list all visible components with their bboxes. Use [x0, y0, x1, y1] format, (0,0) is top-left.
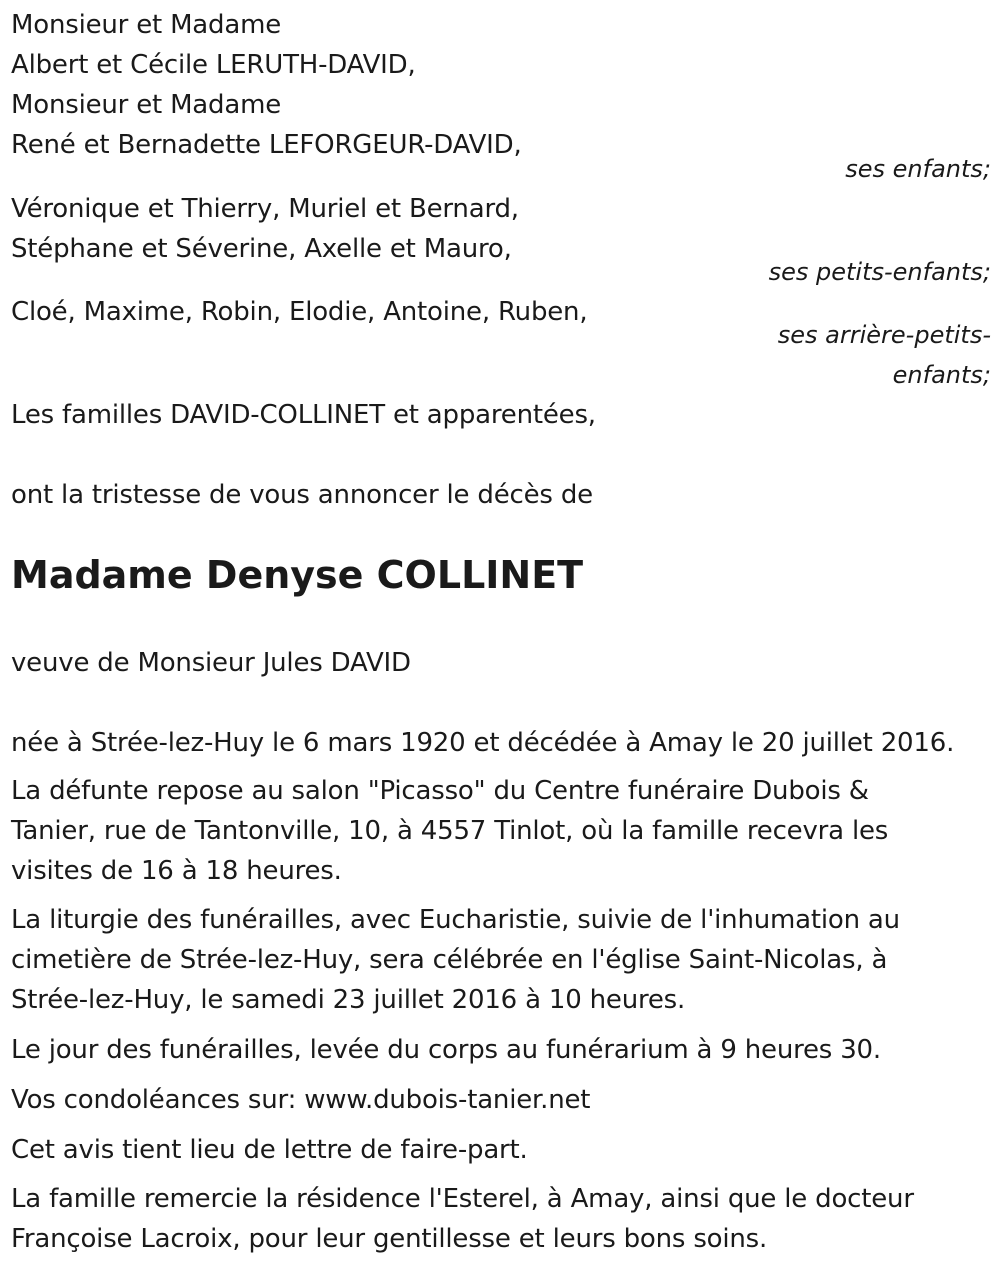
grandchildren-line: Véronique et Thierry, Muriel et Bernard, [11, 194, 519, 224]
relation-children: ses enfants; [845, 155, 991, 183]
viewing-line: visites de 16 à 18 heures. [11, 856, 342, 886]
viewing-line: La défunte repose au salon "Picasso" du Centre funéraire Dubois & [11, 776, 869, 806]
children-line: Monsieur et Madame [11, 90, 281, 120]
great-grandchildren-line: Cloé, Maxime, Robin, Elodie, Antoine, Ruben, [11, 297, 588, 327]
relation-grandchildren: ses petits-enfants; [768, 258, 991, 286]
thanks-line: La famille remercie la résidence l'Esterel, à Amay, ainsi que le docteur [11, 1184, 914, 1214]
children-line: Albert et Cécile LERUTH-DAVID, [11, 50, 416, 80]
faire-part-line: Cet avis tient lieu de lettre de faire-part. [11, 1135, 528, 1165]
viewing-line: Tanier, rue de Tantonville, 10, à 4557 Tinlot, où la famille recevra les [11, 816, 889, 846]
thanks-line: Françoise Lacroix, pour leur gentillesse et leurs bons soins. [11, 1224, 768, 1254]
children-line: René et Bernadette LEFORGEUR-DAVID, [11, 130, 522, 160]
procession-line: Le jour des funérailles, levée du corps au funérarium à 9 heures 30. [11, 1035, 881, 1065]
liturgy-line: Strée-lez-Huy, le samedi 23 juillet 2016 à 10 heures. [11, 985, 686, 1015]
birth-death-line: née à Strée-lez-Huy le 6 mars 1920 et décédée à Amay le 20 juillet 2016. [11, 728, 955, 758]
widow-of-line: veuve de Monsieur Jules DAVID [11, 648, 411, 678]
relation-great-grandchildren: ses arrière-petits- [777, 321, 991, 349]
liturgy-line: cimetière de Strée-lez-Huy, sera célébrée en l'église Saint-Nicolas, à [11, 945, 888, 975]
deceased-name: Madame Denyse COLLINET [11, 553, 584, 597]
condolences-line: Vos condoléances sur: www.dubois-tanier.net [11, 1085, 591, 1115]
liturgy-line: La liturgie des funérailles, avec Eucharistie, suivie de l'inhumation au [11, 905, 900, 935]
announcement-line: ont la tristesse de vous annoncer le décès de [11, 480, 593, 510]
children-line: Monsieur et Madame [11, 10, 281, 40]
relation-great-grandchildren: enfants; [892, 361, 991, 389]
families-line: Les familles DAVID-COLLINET et apparentées, [11, 400, 596, 430]
grandchildren-line: Stéphane et Séverine, Axelle et Mauro, [11, 234, 512, 264]
